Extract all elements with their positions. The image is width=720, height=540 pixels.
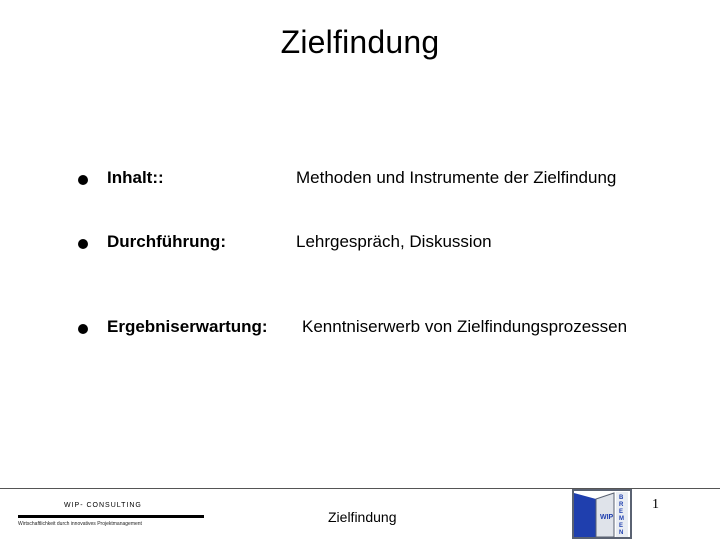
label-content: Inhalt::	[107, 168, 164, 187]
slide-title: Zielfindung	[280, 24, 440, 60]
brand-tagline: Wirtschaftlichkeit durch innovatives Projektmanagement	[18, 521, 142, 527]
logo-side-letter: E	[619, 523, 624, 529]
logo-side-letter: R	[619, 502, 624, 508]
brand-underline	[18, 515, 204, 518]
bullet-row-expectation	[0, 317, 720, 341]
logo-side-letter: E	[619, 509, 624, 515]
label-execution: Durchführung:	[107, 232, 226, 251]
logo-side-letter: N	[619, 530, 624, 536]
logo-blue-panel	[574, 493, 596, 537]
brand-name: WIP- CONSULTING	[64, 502, 142, 509]
bullet-icon	[78, 175, 88, 185]
bullet-icon	[78, 324, 88, 334]
logo-wip-text: WIP	[600, 514, 614, 521]
page-number: 1	[652, 497, 659, 512]
bullet-row-execution	[0, 232, 720, 256]
footer-title: Zielfindung	[328, 509, 397, 525]
logo-side-letter: M	[619, 516, 624, 522]
value-expectation: Kenntniserwerb von Zielfindungsprozessen	[302, 317, 628, 336]
label-expectation: Ergebniserwartung:	[107, 317, 268, 336]
logo-side-letter: B	[619, 495, 624, 501]
value-execution: Lehrgespräch, Diskussion	[296, 232, 492, 251]
wip-bremen-logo-icon	[570, 489, 636, 539]
value-content: Methoden und Instrumente der Zielfindung	[296, 168, 617, 187]
bullet-row-content	[0, 168, 720, 192]
bullet-icon	[78, 239, 88, 249]
